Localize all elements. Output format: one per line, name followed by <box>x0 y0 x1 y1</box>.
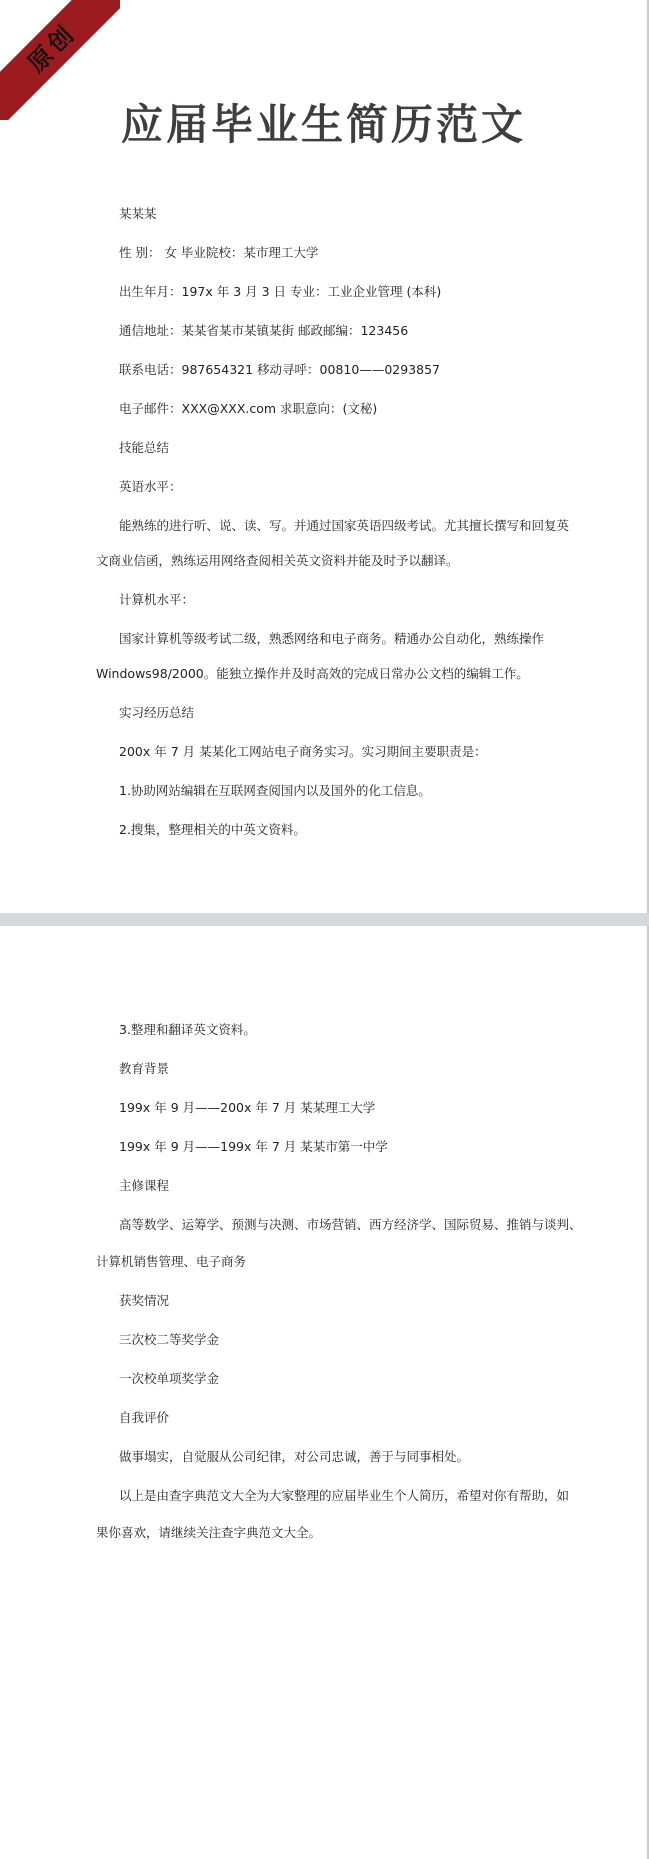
resume-name: 某某某 <box>119 206 157 221</box>
computer-level-label: 计算机水平： <box>119 592 195 607</box>
gender-school-line: 性 别： 女 毕业院校：某市理工大学 <box>119 245 319 260</box>
birth-major-line: 出生年月：197x 年 3 月 3 日 专业：工业企业管理 (本科) <box>119 284 442 299</box>
document-page-1 <box>0 0 649 913</box>
self-evaluation-line: 做事塌实，自觉服从公司纪律，对公司忠诚，善于与同事相处。 <box>119 1449 470 1464</box>
phone-line: 联系电话：987654321 移动寻呼：00810——0293857 <box>119 362 440 377</box>
award-item: 三次校二等奖学金 <box>119 1332 220 1347</box>
closing-paragraph-line: 果你喜欢，请继续关注查字典范文大全。 <box>96 1525 322 1540</box>
section-heading-internship: 实习经历总结 <box>119 705 195 720</box>
closing-paragraph-line: 以上是由查字典范文大全为大家整理的应届毕业生个人简历，希望对你有帮助，如 <box>119 1488 570 1503</box>
section-heading-education: 教育背景 <box>119 1061 170 1076</box>
duty-item: 3.整理和翻译英文资料。 <box>119 1022 256 1037</box>
courses-line: 计算机销售管理、电子商务 <box>96 1254 247 1269</box>
education-entry: 199x 年 9 月——200x 年 7 月 某某理工大学 <box>119 1100 376 1115</box>
section-heading-skills: 技能总结 <box>119 440 170 455</box>
internship-line: 200x 年 7 月 某某化工网站电子商务实习。实习期间主要职责是： <box>119 744 487 759</box>
section-heading-courses: 主修课程 <box>119 1178 170 1193</box>
duty-item: 2.搜集，整理相关的中英文资料。 <box>119 822 306 837</box>
document-page-2 <box>0 926 649 1859</box>
computer-paragraph-line: Windows98/2000。能独立操作并及时高效的完成日常办公文档的编辑工作。 <box>96 666 529 681</box>
duty-item: 1.协助网站编辑在互联网查阅国内以及国外的化工信息。 <box>119 783 431 798</box>
section-heading-self-evaluation: 自我评价 <box>119 1410 170 1425</box>
email-line: 电子邮件：XXX@XXX.com 求职意向：(文秘) <box>119 401 378 416</box>
award-item: 一次校单项奖学金 <box>119 1371 220 1386</box>
address-line: 通信地址：某某省某市某镇某街 邮政邮编：123456 <box>119 323 409 338</box>
section-heading-awards: 获奖情况 <box>119 1293 170 1308</box>
english-paragraph-line: 文商业信函，熟练运用网络查阅相关英文资料并能及时予以翻译。 <box>96 553 459 568</box>
education-entry: 199x 年 9 月——199x 年 7 月 某某市第一中学 <box>119 1139 388 1154</box>
page-title: 应届毕业生简历范文 <box>120 100 526 149</box>
english-level-label: 英语水平： <box>119 479 182 494</box>
computer-paragraph-line: 国家计算机等级考试二级，熟悉网络和电子商务。精通办公自动化，熟练操作 <box>119 631 545 646</box>
original-badge-label: 原创 <box>22 18 82 78</box>
english-paragraph-line: 能熟练的进行听、说、读、写。并通过国家英语四级考试。尤其擅长撰写和回复英 <box>119 518 570 533</box>
courses-line: 高等数学、运筹学、预测与决测、市场营销、西方经济学、国际贸易、推销与谈判、 <box>119 1217 582 1232</box>
